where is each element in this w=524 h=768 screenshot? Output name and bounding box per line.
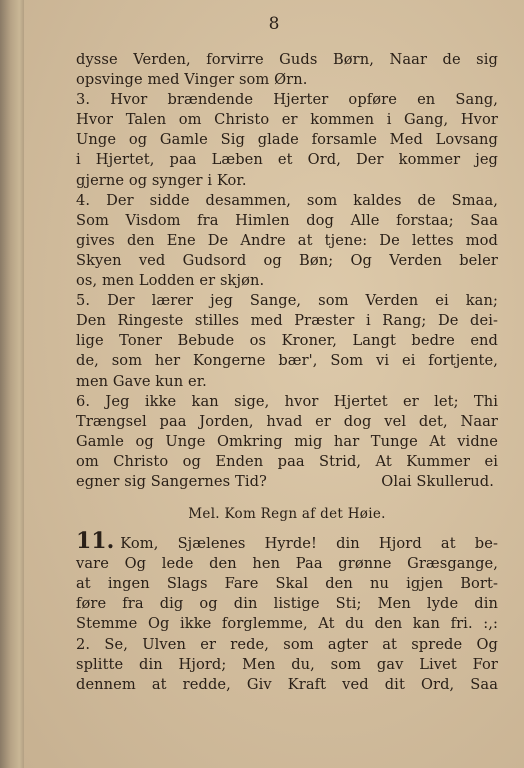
verse-line: 5. Der lærer jeg Sange, som Verden ei kan;: [76, 292, 498, 310]
hymn-line: vare Og lede den hen Paa grønne Græsgange,: [76, 555, 498, 573]
verse-line: Skyen ved Gudsord og Bøn; Og Verden beler: [76, 251, 498, 269]
verse-line: i Hjertet, paa Læben et Ord, Der kommer jeg: [76, 151, 498, 169]
verse-line: dysse Verden, forvirre Guds Børn, Naar de sig: [76, 51, 498, 68]
verse-line: Den Ringeste stilles med Præster i Rang; De dei-: [76, 312, 498, 330]
hymn-first-line: [76, 530, 498, 554]
hymn-number: 11.: [76, 528, 115, 555]
verse-line: de, som her Kongerne bær', Som vi ei fortjente,: [76, 352, 498, 370]
verse-line: Som Visdom fra Himlen dog Alle forstaa; Saa: [76, 211, 498, 229]
verse-line: Unge og Gamle Sig glade forsamle Med Lovsang: [76, 131, 498, 149]
verse-line: gjerne og synger i Kor.: [76, 171, 247, 189]
author-signature: Olai Skullerud.: [381, 472, 494, 490]
verse-line: 3. Hvor brændende Hjerter opføre en Sang,: [76, 91, 498, 109]
page-number: 8: [268, 14, 280, 34]
verse-line: om Christo og Enden paa Strid, At Kummer ei: [76, 452, 498, 470]
verse-line: 4. Der sidde desammen, som kaldes de Smaa,: [76, 191, 498, 209]
page-text: [76, 50, 498, 695]
verse-line: gives den Ene De Andre at tjene: De lettes mod: [76, 231, 498, 249]
closing-line-text: egner sig Sangernes Tid?: [76, 472, 267, 490]
hymn-line: Stemme Og ikke forglemme, At du den kan fri. :,:: [76, 615, 498, 633]
hymn-11-text: [76, 554, 498, 695]
verse-line: os, men Lodden er skjøn.: [76, 272, 265, 290]
hymn-first-line-text: Kom, Sjælenes Hyrde! din Hjord at be-: [120, 535, 498, 553]
verse-line: Gamle og Unge Omkring mig har Tunge At vidne: [76, 432, 498, 450]
verse-line: 6. Jeg ikke kan sige, hvor Hjertet er let; Thi: [76, 392, 498, 410]
hymn-line: dennem at redde, Giv Kraft ved dit Ord, Saa: [76, 675, 498, 693]
hymn-line: føre fra dig og din listige Sti; Men lyde din: [76, 595, 498, 613]
verse-line: men Gave kun er.: [76, 372, 207, 390]
hymn-verses: [76, 50, 498, 472]
hymn-line: at ingen Slags Fare Skal den nu igjen Bort-: [76, 575, 498, 593]
hymn-line: splitte din Hjord; Men du, som gav Livet For: [76, 655, 498, 673]
book-spine-edge: [0, 0, 26, 768]
verse-line: lige Toner Bebude os Kroner, Langt bedre end: [76, 332, 498, 350]
book-page: [24, 0, 524, 768]
verse-line: Trængsel paa Jorden, hvad er dog vel det, Naar: [76, 412, 498, 430]
closing-line: [76, 472, 498, 492]
verse-line: opsvinge med Vinger som Ørn.: [76, 71, 308, 89]
melody-heading: Mel. Kom Regn af det Høie.: [188, 506, 386, 523]
hymn-line: 2. Se, Ulven er rede, som agter at sprede Og: [76, 635, 498, 653]
verse-line: Hvor Talen om Christo er kommen i Gang, Hvor: [76, 111, 498, 129]
